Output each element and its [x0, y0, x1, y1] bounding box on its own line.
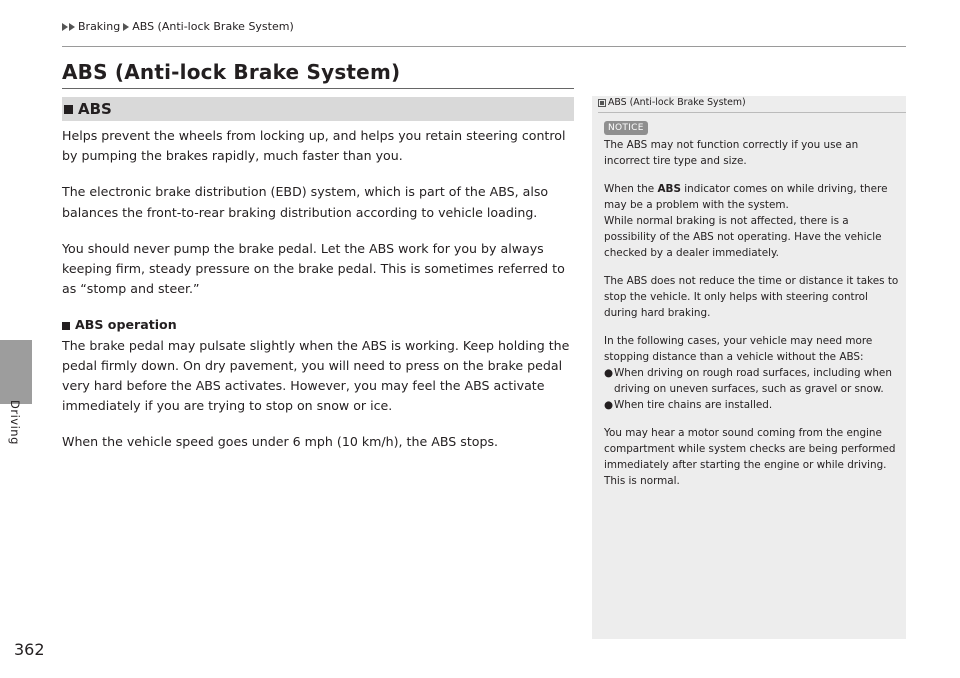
notice-text: The ABS may not function correctly if you use an incorrect tire type and size. [604, 139, 859, 167]
page-number: 362 [14, 640, 45, 659]
reference-icon [598, 99, 606, 107]
paragraph: You should never pump the brake pedal. Let the ABS work for you by always keeping firm, steady pressure on the brake pedal. This is sometimes referred to as “stomp and steer.” [62, 240, 565, 297]
breadcrumb [62, 20, 297, 33]
subheading [62, 315, 578, 335]
abs-indicator-label: ABS [657, 183, 681, 195]
list-item: ● When tire chains are installed. [604, 399, 773, 411]
breadcrumb-arrow-icon [62, 23, 68, 31]
subheading-text: ABS operation [75, 317, 177, 333]
breadcrumb-item-abs[interactable]: ABS (Anti-lock Brake System) [132, 20, 294, 33]
section-heading: ABS [78, 100, 112, 118]
sidebar-divider [598, 112, 906, 113]
section-heading-bar [62, 97, 574, 121]
cases-intro: In the following cases, your vehicle may need more stopping distance than a vehicle without the ABS: [604, 335, 873, 363]
sidebar-header-text: ABS (Anti-lock Brake System) [608, 97, 746, 108]
sidebar-body [604, 137, 900, 501]
paragraph: Helps prevent the wheels from locking up, and helps you retain steering control by pumping the brakes rapidly, much faster than you. [62, 128, 566, 164]
normal-braking-text: While normal braking is not affected, there is a possibility of the ABS not operating. Have the vehicle checked by a dealer immediately. [604, 215, 882, 259]
subheading-square-icon [62, 322, 70, 330]
motor-sound-text: You may hear a motor sound coming from the engine compartment while system checks are being performed immediately after starting the engine or while driving. This is normal. [604, 427, 896, 487]
title-divider [62, 88, 574, 89]
header-divider [62, 46, 906, 47]
breadcrumb-arrow-icon [123, 23, 129, 31]
bullet-icon: ● [604, 399, 614, 411]
indicator-text: When the ABS indicator comes on while driving, there may be a problem with the system. [604, 183, 888, 211]
section-square-icon [64, 105, 73, 114]
sidebar-header [598, 97, 746, 108]
breadcrumb-arrow-icon [69, 23, 75, 31]
chapter-label: Driving [8, 400, 22, 445]
paragraph: The brake pedal may pulsate slightly when the ABS is working. Keep holding the pedal firmly down. On dry pavement, you will need to press on the brake pedal very hard before the ABS activates. However, you may feel the ABS activate immediately if you are trying to stop on snow or ice. [62, 337, 570, 414]
paragraph: When the vehicle speed goes under 6 mph (10 km/h), the ABS stops. [62, 434, 499, 450]
main-body [62, 126, 578, 469]
bullet-icon: ● [604, 367, 614, 379]
page-title: ABS (Anti-lock Brake System) [62, 60, 401, 84]
paragraph: The electronic brake distribution (EBD) system, which is part of the ABS, also balances the front-to-rear braking distribution according to vehicle loading. [62, 184, 549, 220]
reduce-time-text: The ABS does not reduce the time or distance it takes to stop the vehicle. It only helps with steering control during hard braking. [604, 275, 899, 319]
notice-badge: NOTICE [604, 121, 648, 135]
chapter-tab [0, 340, 32, 404]
breadcrumb-item-braking[interactable]: Braking [78, 20, 121, 33]
list-item: ● When driving on rough road surfaces, including when driving on uneven surfaces, such as gravel or snow. [604, 367, 892, 395]
